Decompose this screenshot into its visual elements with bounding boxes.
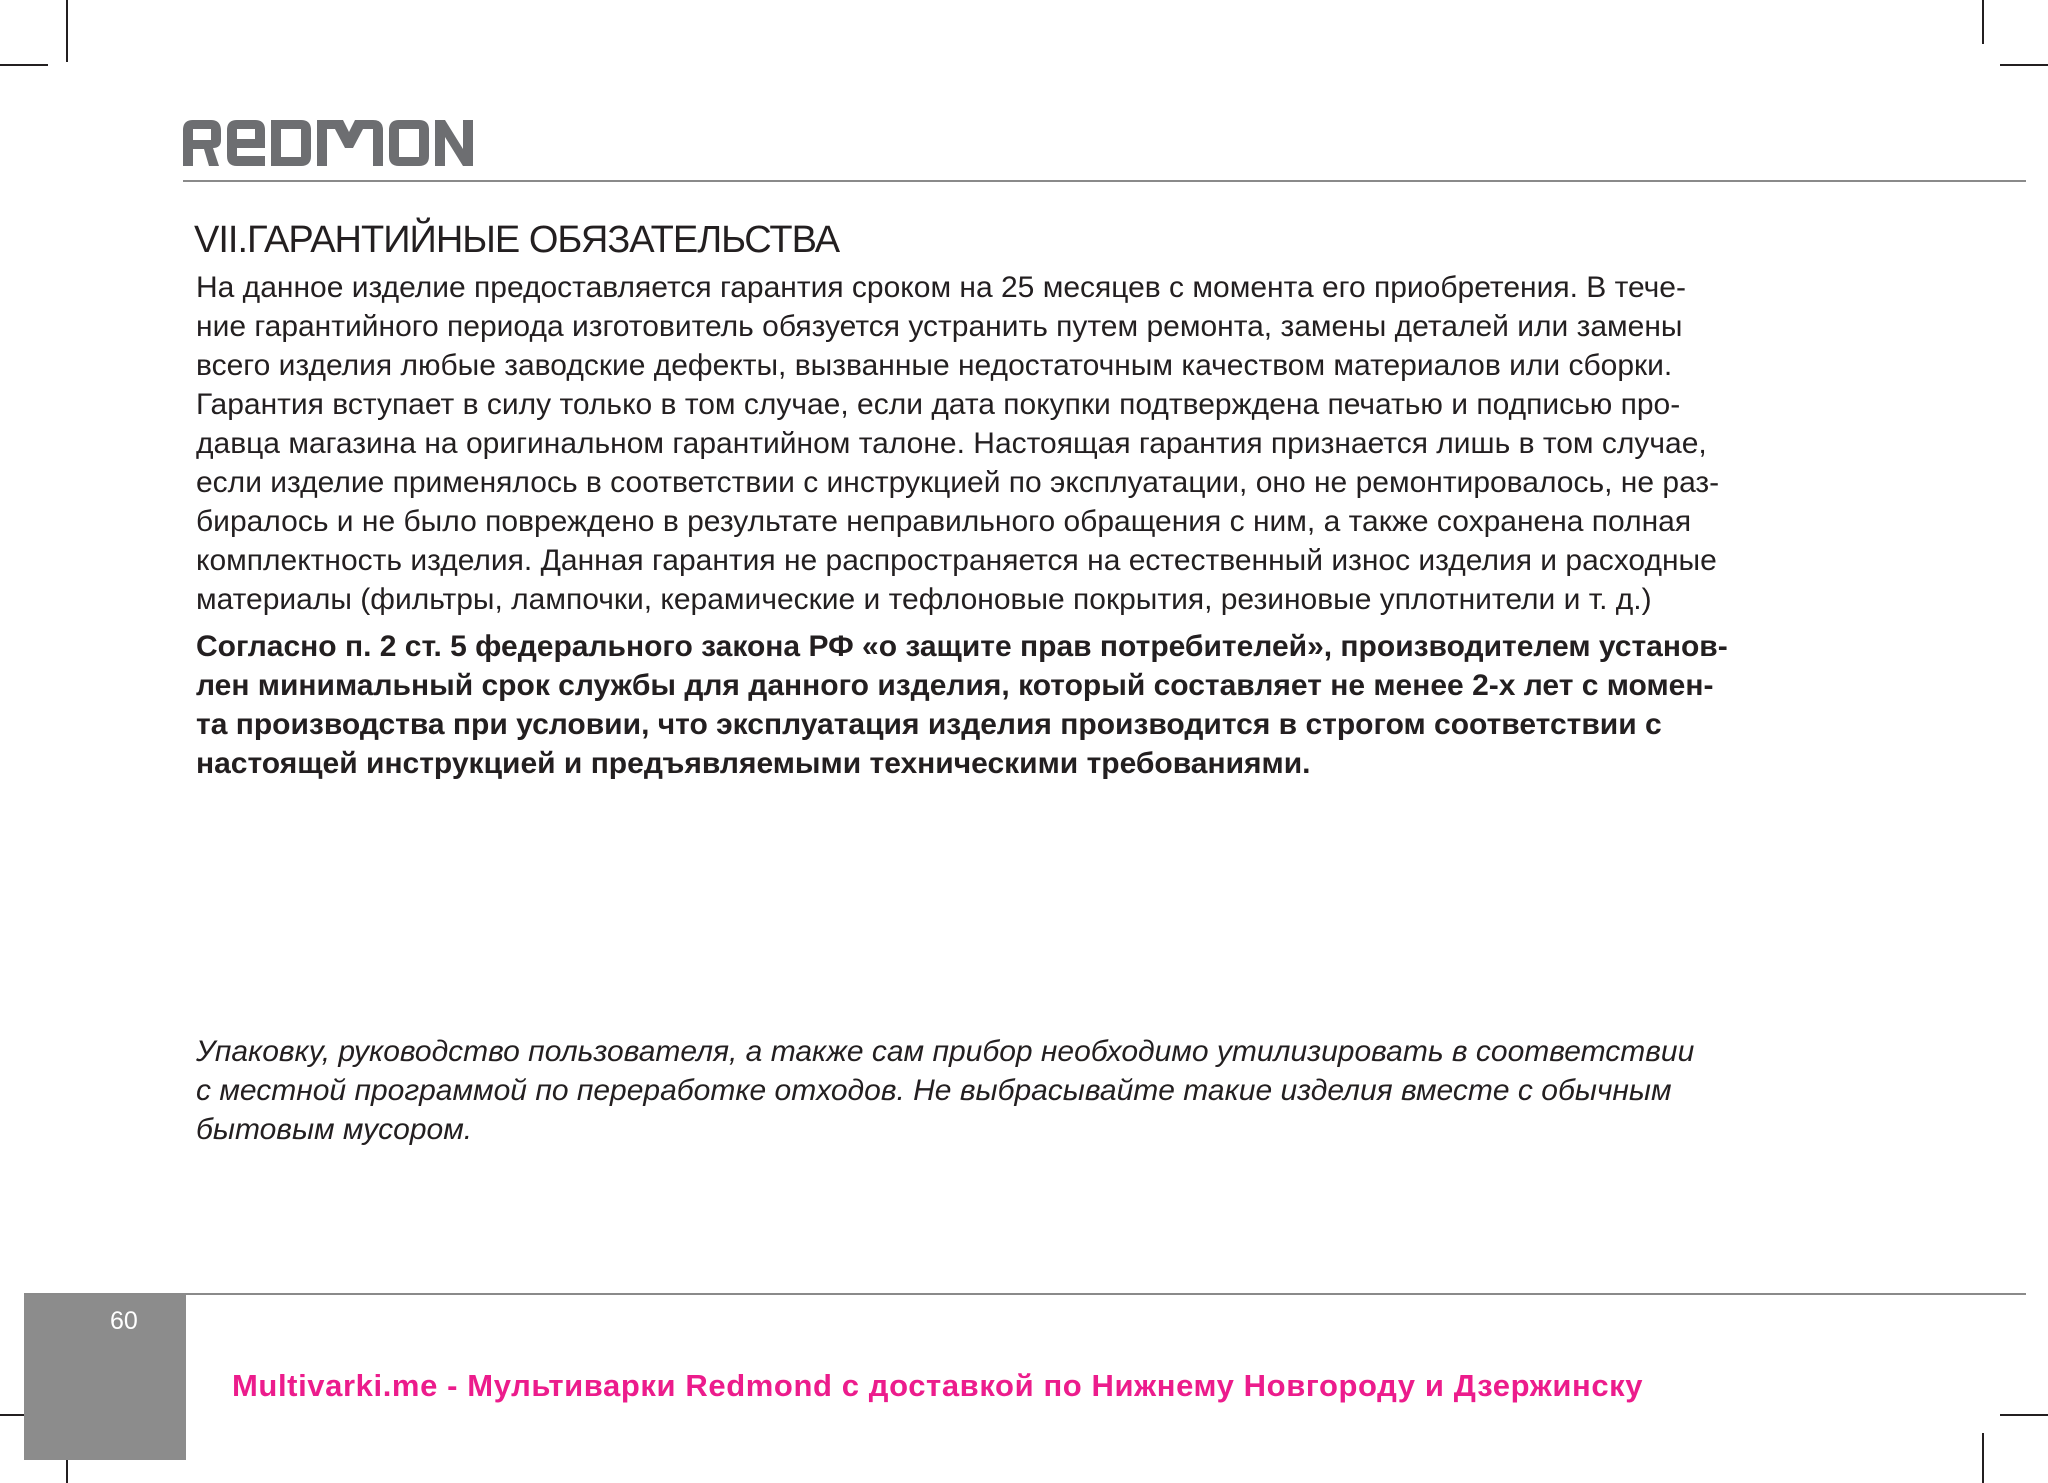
crop-mark: [2000, 64, 2048, 66]
crop-mark: [66, 0, 68, 62]
disposal-paragraph: [196, 1032, 1846, 1149]
text-line: с местной программой по переработке отходов. Не выбрасывайте такие изделия вместе с обычным: [196, 1074, 1672, 1107]
text-line: всего изделия любые заводские дефекты, вызванные недостаточным качеством материалов или сборки.: [196, 349, 1673, 382]
redmond-logo: [183, 118, 487, 168]
text-line: ние гарантийного периода изготовитель обязуется устранить путем ремонта, замены деталей или замены: [196, 310, 1683, 343]
crop-mark: [0, 64, 48, 66]
text-line: биралось и не было повреждено в результате неправильного обращения с ним, а также сохранена полная: [196, 505, 1692, 538]
page-number: 60: [110, 1307, 138, 1335]
text-line: Согласно п. 2 ст. 5 федерального закона РФ «о защите прав потребителей», производителем установ-: [196, 630, 1728, 663]
page-number-tab: [24, 1295, 186, 1460]
text-line: если изделие применялось в соответствии с инструкцией по эксплуатации, оно не ремонтировалось, не раз-: [196, 466, 1720, 499]
warranty-paragraph: [196, 268, 1846, 619]
crop-mark: [1982, 1433, 1984, 1483]
service-life-paragraph: [196, 627, 1846, 783]
crop-mark: [2000, 1414, 2048, 1416]
text-line: Упаковку, руководство пользователя, а также сам прибор необходимо утилизировать в соответствии: [196, 1035, 1695, 1068]
text-line: Гарантия вступает в силу только в том случае, если дата покупки подтверждена печатью и подписью про-: [196, 388, 1681, 421]
promo-banner-text: Multivarki.me - Мультиварки Redmond с доставкой по Нижнему Новгороду и Дзержинску: [232, 1368, 1644, 1403]
text-line: комплектность изделия. Данная гарантия не распространяется на естественный износ изделия и расходные: [196, 544, 1717, 577]
text-line: давца магазина на оригинальном гарантийном талоне. Настоящая гарантия признается лишь в том случае,: [196, 427, 1707, 460]
text-line: та производства при условии, что эксплуатация изделия производится в строгом соответствии с: [196, 708, 1662, 741]
crop-mark: [1982, 0, 1984, 44]
footer-divider: [24, 1293, 2026, 1295]
section-title: VII.ГАРАНТИЙНЫЕ ОБЯЗАТЕЛЬСТВА: [194, 219, 840, 261]
header-divider: [183, 180, 2026, 182]
text-line: настоящей инструкцией и предъявляемыми техническими требованиями.: [196, 747, 1311, 780]
text-line: лен минимальный срок службы для данного изделия, который составляет не менее 2-х лет с момен-: [196, 669, 1714, 702]
text-line: материалы (фильтры, лампочки, керамические и тефлоновые покрытия, резиновые уплотнители и т. д.): [196, 583, 1652, 616]
text-line: бытовым мусором.: [196, 1113, 473, 1146]
text-line: На данное изделие предоставляется гарантия сроком на 25 месяцев с момента его приобретения. В тече-: [196, 271, 1686, 304]
